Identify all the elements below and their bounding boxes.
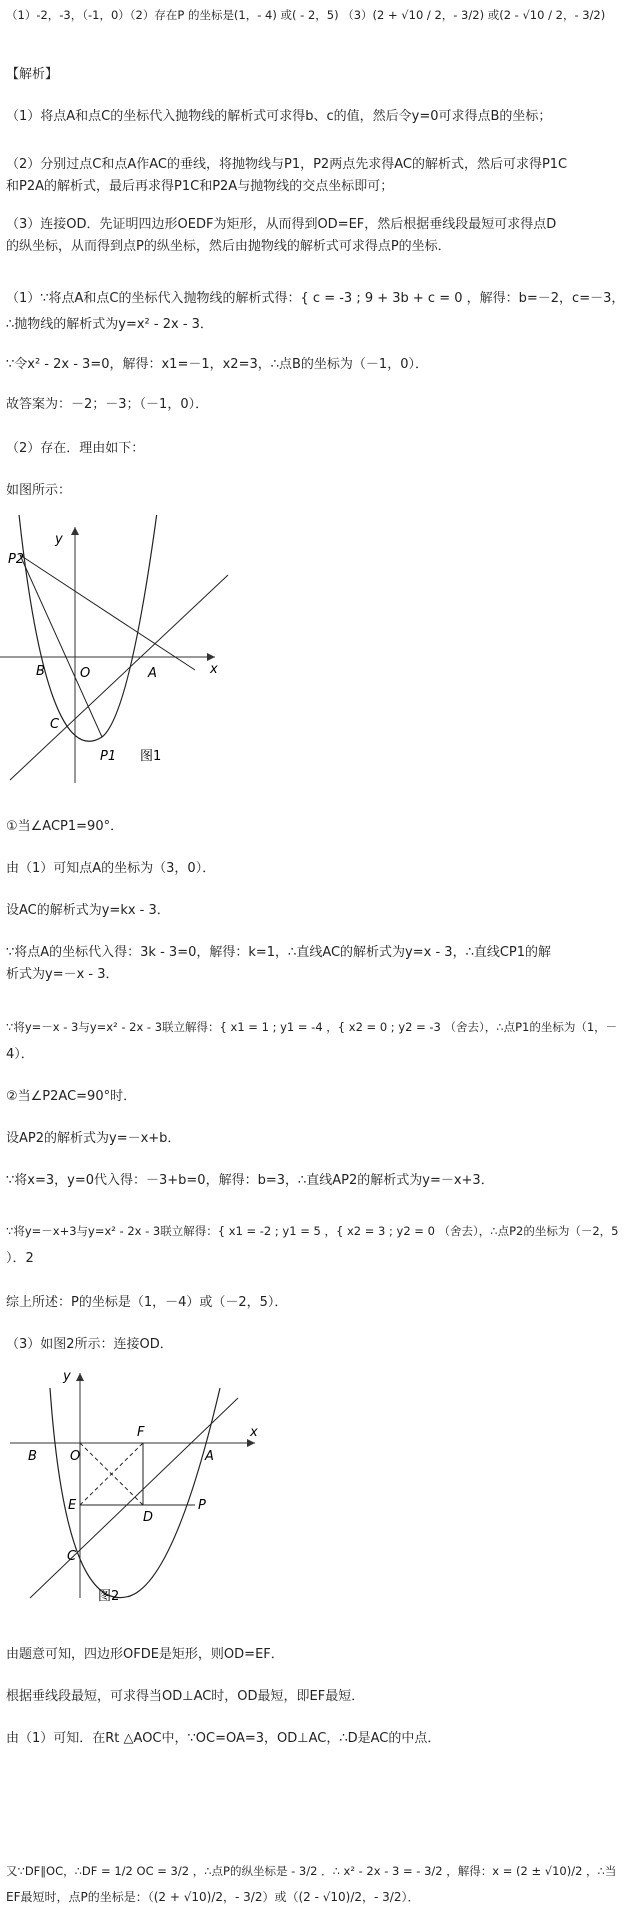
solution1-roots: ∵令x² - 2x - 3=0，解得：x1=－1，x2=3，∴点B的坐标为（－1，0）．: [6, 357, 428, 372]
solution2-intro: （2）存在．理由如下：: [6, 441, 145, 456]
case1-system-line2: 4）．: [6, 1047, 34, 1062]
y-axis-arrow-icon: [76, 1373, 84, 1381]
fig2-p-label: P: [198, 1498, 206, 1513]
line-ac: [30, 1398, 238, 1598]
fig2-a-label: A: [205, 1449, 214, 1464]
y-axis-arrow-icon: [71, 527, 79, 535]
fig1-caption: 图1: [140, 749, 162, 764]
solution2-figure-ref: 如图所示：: [6, 483, 72, 498]
case1-system-line1: ∵将y=－x - 3与y=x² - 2x - 3联立解得：{ x1 = 1 ; y1 = -4 ，{ x2 = 0 ; y2 = -3 （舍去），∴点P1的坐标为（1，－: [6, 1020, 618, 1034]
answer-line: （1）-2，-3，（-1，0）（2）存在P 的坐标是(1，- 4) 或( - 2，5) （3）(2 + √10 / 2，- 3/2) 或(2 - √10 / 2，- 3/2): [6, 8, 606, 22]
fig1-b-label: B: [36, 664, 45, 679]
fig2-caption: 图2: [98, 1589, 120, 1604]
analysis-part3-line2: 的纵坐标，从而得到点P的纵坐标，然后由抛物线的解析式可求得点P的坐标．: [6, 239, 451, 254]
fig1-o-label: O: [80, 666, 91, 681]
part2-conclusion: 综上所述：P的坐标是（1，－4）或（－2，5）．: [6, 1295, 288, 1310]
analysis-part1: （1）将点A和点C的坐标代入抛物线的解析式可求得b、c的值，然后令y=0可求得点B的坐标；: [6, 109, 552, 124]
fig2-e-label: E: [68, 1498, 77, 1513]
fig2-c-label: C: [67, 1549, 77, 1564]
fig1-y-label: y: [55, 532, 63, 547]
case1-ac-form: 设AC的解析式为y=kx - 3．: [6, 903, 170, 918]
figure-1: [0, 515, 240, 785]
part3-final-line1: 又∵DF∥OC，∴DF = 1/2 OC = 3/2 ，∴点P的纵坐标是 - 3/2 ．∴ x² - 2x - 3 = - 3/2 ，解得：x = (2 ± √10)/2 ，∴当: [6, 1864, 617, 1878]
part3-rectangle: 由题意可知，四边形OFDE是矩形，则OD=EF．: [6, 1647, 284, 1662]
segment-ef: [80, 1443, 143, 1505]
part3-shortest: 根据垂线段最短，可求得当OD⊥AC时，OD最短，即EF最短．: [6, 1689, 365, 1704]
fig1-a-label: A: [148, 666, 157, 681]
fig2-y-label: y: [63, 1369, 71, 1384]
case2-solve-b: ∵将x=3，y=0代入得：－3+b=0，解得：b=3，∴直线AP2的解析式为y=－x+3．: [6, 1173, 494, 1188]
fig1-p1-label: P1: [100, 749, 117, 764]
x-axis-arrow-icon: [207, 653, 215, 661]
analysis-tag: 【解析】: [6, 67, 59, 82]
case1-solve-k-line2: 析式为y=－x - 3．: [6, 967, 119, 982]
figure-2: [0, 1368, 270, 1608]
solution1-answer: 故答案为：－2；－3；（－1，0）．: [6, 397, 209, 412]
case1-point-a: 由（1）可知点A的坐标为（3，0）．: [6, 861, 216, 876]
analysis-part2-line1: （2）分别过点C和点A作AC的垂线，将抛物线与P1，P2两点先求得AC的解析式，然后可求得P1C: [6, 157, 568, 172]
analysis-part2-line2: 和P2A的解析式，最后再求得P1C和P2A与抛物线的交点坐标即可；: [6, 179, 394, 194]
fig2-o-label: O: [70, 1449, 81, 1464]
part3-intro: （3）如图2所示：连接OD．: [6, 1337, 173, 1352]
fig1-x-label: x: [210, 662, 218, 677]
parabola: [50, 1388, 220, 1598]
solution1-line1: （1）∵将点A和点C的坐标代入抛物线的解析式得：{ c = -3 ; 9 + 3b + c = 0 ，解得：b=－2，c=－3，: [6, 291, 625, 306]
fig1-p2-label: P2: [8, 552, 25, 567]
fig2-d-label: D: [143, 1510, 154, 1525]
fig1-c-label: C: [50, 717, 60, 732]
case2-system-line1: ∵将y=－x+3与y=x² - 2x - 3联立解得：{ x1 = -2 ; y1 = 5 ，{ x2 = 3 ; y2 = 0 （舍去），∴点P2的坐标为（－2，5: [6, 1224, 619, 1238]
fig2-f-label: F: [137, 1425, 145, 1440]
part3-midpoint: 由（1）可知．在Rt △AOC中，∵OC=OA=3，OD⊥AC，∴D是AC的中点．: [6, 1731, 441, 1746]
solution1-line2: ∴抛物线的解析式为y=x² - 2x - 3．: [6, 317, 213, 332]
fig2-x-label: x: [250, 1425, 258, 1440]
case1-solve-k-line1: ∵将点A的坐标代入得：3k - 3=0，解得：k=1，∴直线AC的解析式为y=x - 3，∴直线CP1的解: [6, 945, 552, 960]
case1-title: ①当∠ACP1=90°．: [6, 819, 124, 834]
part3-final-line2: EF最短时，点P的坐标是：（(2 + √10)/2，- 3/2）或（(2 - √10)/2，- 3/2）．: [6, 1890, 420, 1904]
case2-system-line2: ）．2: [6, 1251, 34, 1266]
case2-ap2-form: 设AP2的解析式为y=－x+b．: [6, 1131, 181, 1146]
analysis-part3-line1: （3）连接OD．先证明四边形OEDF为矩形，从而得到OD=EF，然后根据垂线段最短可求得点D: [6, 217, 557, 232]
fig2-b-label: B: [28, 1449, 37, 1464]
case2-title: ②当∠P2AC=90°时．: [6, 1089, 137, 1104]
x-axis-arrow-icon: [247, 1439, 255, 1447]
